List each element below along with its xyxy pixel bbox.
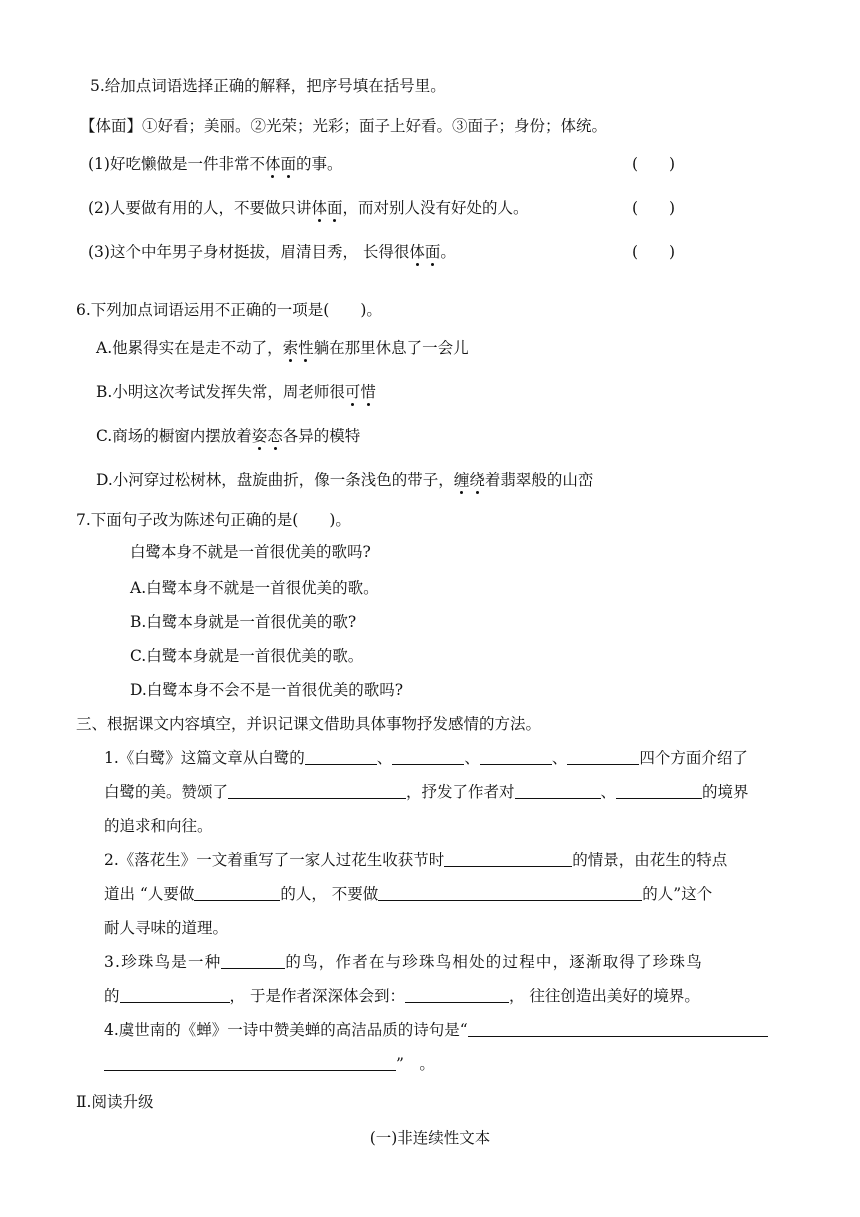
q5-answer-1[interactable]: ( ) [632,155,676,173]
fill-blank[interactable] [378,883,642,901]
fill-blank[interactable] [305,747,377,765]
fill-blank[interactable] [567,747,639,765]
q5-answer-2[interactable]: ( ) [632,199,676,217]
q6-option-a: A.他累得实在是走不动了，索性躺在那里休息了一会儿 [96,339,469,357]
sec3-item-3-line-2: 的 ， 于是作者深深体会到： ， 往往创造出美好的境界。 [104,984,700,1006]
sec3-item-4-line-2: ” 。 [104,1052,435,1074]
fill-blank[interactable] [120,985,230,1003]
part2-title: Ⅱ.阅读升级 [76,1093,154,1111]
fill-blank[interactable] [228,781,406,799]
fill-blank[interactable] [480,747,552,765]
q5-title: 5.给加点词语选择正确的解释，把序号填在括号里。 [90,77,446,95]
q5-item-2: (2)人要做有用的人，不要做只讲体面，而对别人没有好处的人。 [88,199,529,217]
q5-definition: 【体面】①好看；美丽。②光荣；光彩；面子上好看。③面子；身份；体统。 [80,117,608,135]
sec3-item-2-line-1: 2.《落花生》一文着重写了一家人过花生收获节时 的情景，由花生的特点 [104,848,727,870]
fill-blank[interactable] [444,849,572,867]
sec3-item-1-line-3: 的追求和向往。 [104,817,213,835]
q6-title: 6.下列加点词语运用不正确的一项是( )。 [76,301,382,319]
fill-blank[interactable] [104,1053,396,1071]
q6-option-c: C.商场的橱窗内摆放着姿态各异的模特 [96,427,361,445]
sec3-item-2-line-2: 道出 “人要做 的人， 不要做 的人”这个 [104,882,712,904]
section3-title: 三、根据课文内容填空，并识记课文借助具体事物抒发感情的方法。 [76,715,542,733]
q5-answer-3[interactable]: ( ) [632,243,676,261]
sec3-item-3-line-1: 3.珍珠鸟是一种 的鸟，作者在与珍珠鸟相处的过程中，逐渐取得了珍珠鸟 [104,950,703,972]
q5-item-1: (1)好吃懒做是一件非常不体面的事。 [88,155,343,173]
fill-blank[interactable] [392,747,464,765]
q7-sentence: 白鹭本身不就是一首很优美的歌吗? [130,543,371,561]
q7-title: 7.下面句子改为陈述句正确的是( )。 [76,511,351,529]
q7-option-c: C.白鹭本身就是一首很优美的歌。 [130,647,364,665]
sec3-item-2-line-3: 耐人寻味的道理。 [104,919,229,937]
fill-blank[interactable] [616,781,702,799]
fill-blank[interactable] [468,1019,768,1037]
sec3-item-1-line-2: 白鹭的美。赞颂了 ，抒发了作者对 、 的境界 [104,780,749,802]
q7-option-a: A.白鹭本身不就是一首很优美的歌。 [130,579,379,597]
sec3-item-4-line-1: 4.虞世南的《蝉》一诗中赞美蝉的高洁品质的诗句是“ [104,1018,768,1040]
q5-item-3: (3)这个中年男子身材挺拔，眉清目秀， 长得很体面。 [88,243,456,261]
fill-blank[interactable] [515,781,601,799]
q6-option-b: B.小明这次考试发挥失常，周老师很可惜 [96,383,376,401]
fill-blank[interactable] [405,985,509,1003]
part2-subtitle: (一)非连续性文本 [369,1129,491,1147]
fill-blank[interactable] [194,883,280,901]
q6-option-d: D.小河穿过松树林，盘旋曲折，像一条浅色的带子，缠绕着翡翠般的山峦 [96,471,594,489]
fill-blank[interactable] [221,951,285,969]
sec3-item-1-line-1: 1.《白鹭》这篇文章从白鹭的 、 、 、 四个方面介绍了 [104,746,748,768]
q7-option-d: D.白鹭本身不会不是一首很优美的歌吗? [130,681,404,699]
q7-option-b: B.白鹭本身就是一首很优美的歌? [130,613,357,631]
